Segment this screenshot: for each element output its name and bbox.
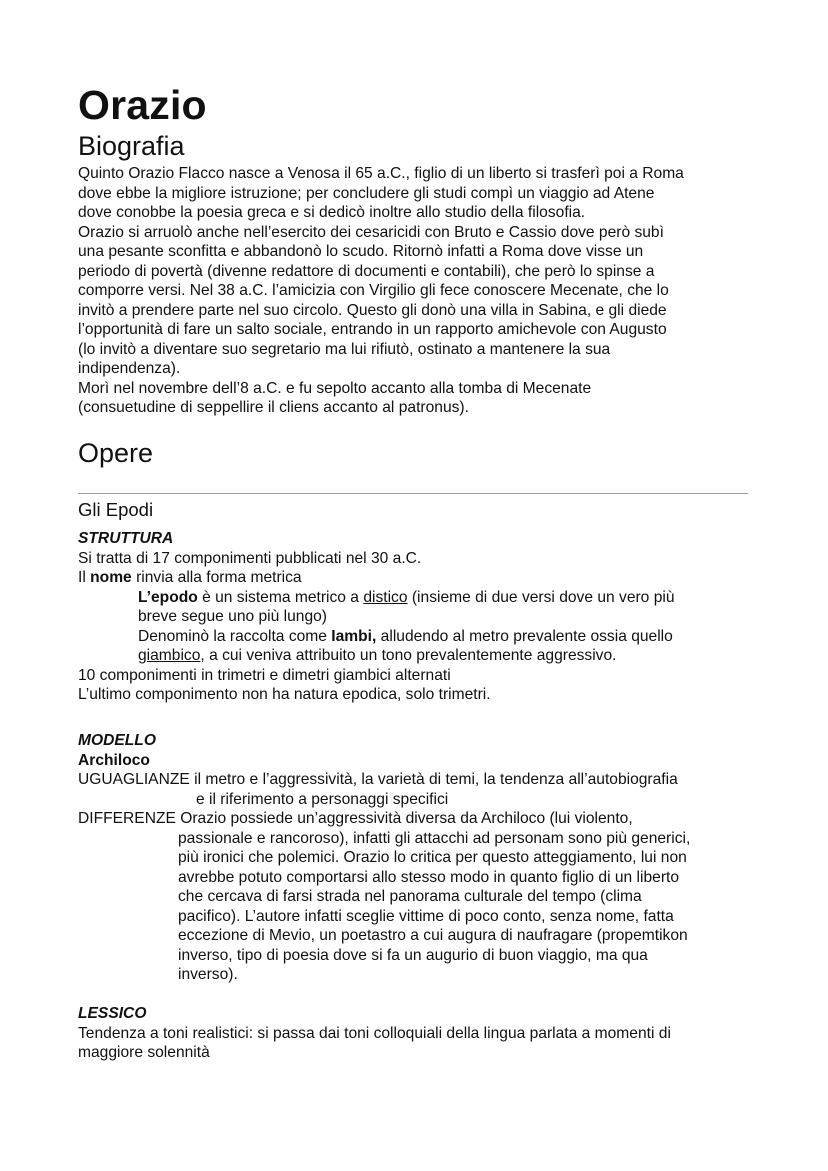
modello-heading: MODELLO — [78, 732, 156, 749]
text-line: invitò a prendere parte nel suo circolo. Questo gli donò una villa in Sabina, e gli diede — [78, 301, 667, 319]
text: Il — [78, 569, 91, 586]
epodi-heading: Gli Epodi — [78, 499, 154, 520]
text-line: (lo invitò a diventare suo segretario ma lui rifiutò, ostinato a mantenere la sua — [78, 340, 611, 358]
text-line: breve segue uno più lungo) — [138, 608, 327, 625]
underlined-term: distico — [363, 588, 408, 606]
lessico-section — [78, 1004, 768, 1063]
text-line: Tendenza a toni realistici: si passa dai toni colloquiali della lingua parlata a momenti di — [78, 1024, 671, 1042]
lessico-heading: LESSICO — [78, 1005, 147, 1022]
horizontal-divider — [78, 493, 748, 494]
text-line: avrebbe potuto comportarsi allo stesso modo in quanto figlio di un liberto — [178, 868, 680, 886]
text-line: che cercava di farsi strada nel panorama culturale del tempo (clima — [178, 888, 642, 905]
text-line: inverso, tipo di poesia dove si fa un augurio di buon viaggio, ma qua — [178, 946, 648, 964]
text-line: L’ultimo componimento non ha natura epodica, solo trimetri. — [78, 686, 491, 703]
text-line: (consuetudine di seppellire il cliens accanto al patronus). — [78, 399, 469, 416]
text-line: UGUAGLIANZE il metro e l’aggressività, la varietà di temi, la tendenza all’autobiografia — [78, 771, 678, 788]
bold-term: Iambi, — [331, 627, 377, 645]
opere-heading: Opere — [78, 438, 154, 468]
text: Denominò la raccolta come — [138, 627, 332, 645]
text-line: Quinto Orazio Flacco nasce a Venosa il 65 a.C., figlio di un liberto si trasferì poi a Roma — [78, 165, 684, 182]
text-line: comporre versi. Nel 38 a.C. l’amicizia con Virgilio gli fece conoscere Mecenate, che lo — [78, 282, 669, 299]
page-title: Orazio — [78, 82, 207, 128]
text-line: periodo di povertà (divenne redattore di documenti e contabili), che però lo spinse a — [78, 262, 655, 280]
text-line — [78, 646, 768, 666]
text-line: una pesante sconfitta e abbandonò lo scudo. Ritornò infatti a Roma dove visse un — [78, 243, 644, 260]
text-line: e il riferimento a personaggi specifici — [196, 790, 449, 808]
text: alludendo al metro prevalente ossia quello — [376, 627, 673, 645]
text-line: 10 componimenti in trimetri e dimetri giambici alternati — [78, 666, 451, 684]
text-line: Si tratta di 17 componimenti pubblicati nel 30 a.C. — [78, 549, 422, 567]
text: rinvia alla forma metrica — [131, 569, 302, 586]
text-line: Orazio si arruolò anche nell’esercito dei cesaricidi con Bruto e Cassio dove però subì — [78, 223, 664, 241]
struttura-heading: STRUTTURA — [78, 530, 174, 547]
text-line — [78, 627, 768, 647]
text-line: dove conobbe la poesia greca e si dedicò inoltre allo studio della filosofia. — [78, 204, 586, 221]
modello-section — [78, 731, 768, 985]
text-line: pacifico). L’autore infatti sceglie vittime di poco conto, senza nome, fatta — [178, 907, 674, 925]
text-line: più ironici che polemici. Orazio lo critica per questo atteggiamento, lui non — [178, 849, 687, 866]
text-line: DIFFERENZE Orazio possiede un’aggressività diversa da Archiloco (lui violento, — [78, 810, 633, 827]
text-line: indipendenza). — [78, 360, 181, 377]
biografia-heading: Biografia — [78, 131, 185, 161]
text: (insieme di due versi dove un vero più — [407, 588, 675, 606]
modello-subheading: Archiloco — [78, 751, 150, 769]
underlined-term: giambico — [138, 647, 201, 664]
text: , a cui veniva attribuito un tono prevalentemente aggressivo. — [200, 647, 617, 664]
biografia-text — [78, 164, 768, 418]
text: è un sistema metrico a — [197, 588, 364, 606]
bold-term: nome — [90, 569, 132, 586]
text-line: maggiore solennità — [78, 1044, 210, 1061]
text-line: passionale e rancoroso), infatti gli attacchi ad personam sono più generici, — [178, 829, 691, 847]
bold-term: L’epodo — [138, 588, 198, 606]
text-line: eccezione di Mevio, un poetastro a cui augura di naufragare (propemtikon — [178, 927, 688, 944]
struttura-section — [78, 529, 768, 705]
text-line — [78, 568, 768, 588]
text-line: dove ebbe la migliore istruzione; per concludere gli studi compì un viaggio ad Atene — [78, 184, 655, 202]
text-line — [78, 588, 768, 608]
text-line: inverso). — [178, 966, 238, 983]
text-line: Morì nel novembre dell’8 a.C. e fu sepolto accanto alla tomba di Mecenate — [78, 379, 592, 397]
text-line: l’opportunità di fare un salto sociale, entrando in un rapporto amichevole con Augusto — [78, 321, 667, 338]
